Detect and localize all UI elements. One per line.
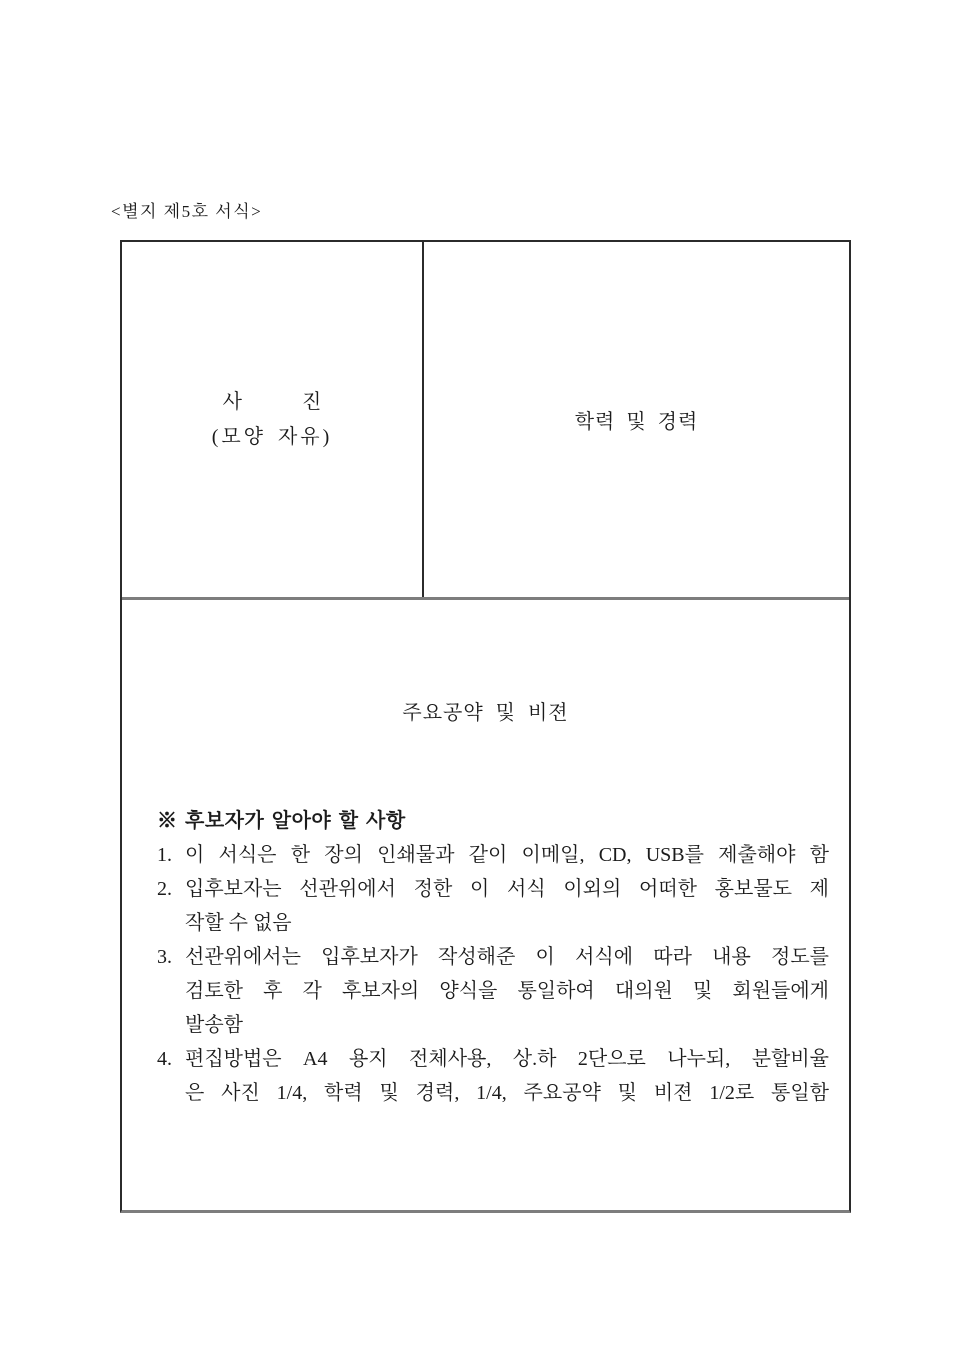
- education-career-label: 학력 및 경력: [574, 411, 699, 433]
- note-item-line: 작할 수 없음: [185, 912, 292, 934]
- note-item: [157, 838, 829, 872]
- note-item-line: 은 사진 1/4, 학력 및 경력, 1/4, 주요공약 및 비젼 1/2로 통일함: [185, 1082, 829, 1104]
- table-bottom-row: [122, 700, 849, 1310]
- note-item-lines: [185, 838, 829, 872]
- note-item-line: 발송함: [185, 1014, 243, 1036]
- note-item-lines: [185, 872, 829, 940]
- note-item: [157, 872, 829, 940]
- table-top-row: [122, 242, 849, 600]
- note-item-line: 선관위에서는 입후보자가 작성해준 이 서식에 따라 내용 정도를: [185, 946, 829, 968]
- photo-label: 사 진: [222, 391, 322, 413]
- photo-cell: [122, 242, 424, 597]
- form-number-label: <별지 제5호 서식>: [111, 202, 263, 221]
- note-item-line: 편집방법은 A4 용지 전체사용, 상.하 2단으로 나누되, 분할비율: [185, 1048, 829, 1070]
- note-item-number: 1.: [157, 844, 172, 866]
- note-item: [157, 1042, 829, 1110]
- note-item-lines: [185, 1042, 829, 1110]
- pledge-vision-cell: [122, 700, 849, 1110]
- note-item-line: 검토한 후 각 후보자의 양식을 통일하여 대의원 및 회원들에게: [185, 980, 829, 1002]
- pledge-vision-label: 주요공약 및 비젼: [402, 702, 569, 724]
- note-item-number: 3.: [157, 946, 172, 968]
- candidate-notes: [157, 804, 829, 1110]
- notes-list: [157, 838, 829, 1110]
- education-career-cell: [424, 242, 849, 597]
- note-item-line: 이 서식은 한 장의 인쇄물과 같이 이메일, CD, USB를 제출해야 함: [185, 844, 829, 866]
- candidate-form-table: [120, 240, 851, 1213]
- note-item-number: 2.: [157, 878, 172, 900]
- note-item-number: 4.: [157, 1048, 172, 1070]
- photo-shape-note: (모양 자유): [211, 426, 333, 448]
- note-item-lines: [185, 940, 829, 1042]
- note-item: [157, 940, 829, 1042]
- notes-heading: ※ 후보자가 알아야 할 사항: [157, 810, 406, 832]
- note-item-line: 입후보자는 선관위에서 정한 이 서식 이외의 어떠한 홍보물도 제: [185, 878, 829, 900]
